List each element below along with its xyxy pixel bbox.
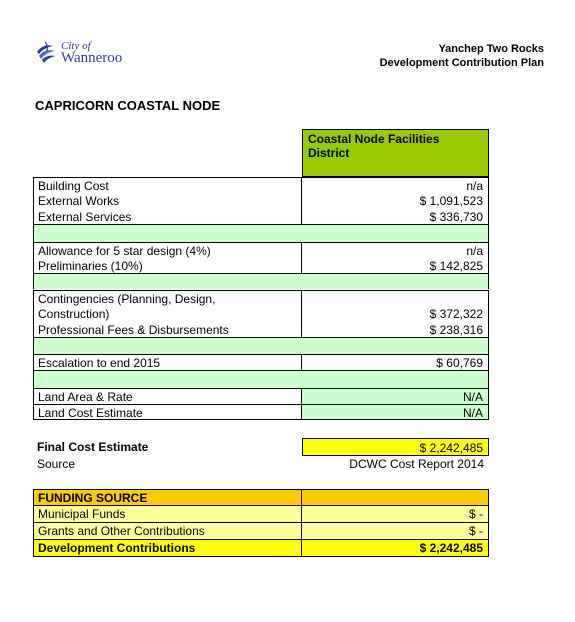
wanneroo-logo-icon	[33, 38, 63, 66]
funding-header-value-cell	[302, 490, 488, 505]
source-value: DCWC Cost Report 2014	[349, 457, 484, 471]
header-line-2: Development Contribution Plan	[379, 57, 544, 69]
row-value: N/A	[302, 405, 488, 419]
row-label: Escalation to end 2015	[34, 355, 302, 370]
table-row	[33, 177, 489, 193]
row-value: $ 60,769	[436, 356, 483, 370]
table-row	[33, 540, 489, 557]
table-row	[33, 523, 489, 540]
funding-header-row	[33, 489, 489, 506]
row-label: Land Area & Rate	[34, 389, 302, 404]
final-cost-label: Final Cost Estimate	[37, 440, 149, 454]
section-title: CAPRICORN COASTAL NODE	[35, 98, 221, 113]
spacer-row	[33, 274, 489, 289]
table-row	[33, 322, 489, 338]
table-row	[33, 354, 489, 371]
row-label: Construction)	[34, 306, 302, 322]
row-label: External Works	[34, 193, 302, 209]
row-label: Professional Fees & Disbursements	[34, 322, 302, 337]
row-label: Contingencies (Planning, Design,	[34, 291, 302, 306]
row-value: n/a	[466, 244, 483, 258]
row-label: Land Cost Estimate	[34, 405, 302, 419]
city-logo	[33, 38, 143, 68]
table-row	[33, 506, 489, 523]
row-value: $ -	[468, 507, 483, 521]
cost-group-4	[33, 354, 489, 388]
table-row	[33, 404, 489, 420]
row-value: n/a	[466, 179, 483, 193]
cost-group-1	[33, 177, 489, 242]
row-value: $ 1,091,523	[419, 194, 483, 208]
row-label: Preliminaries (10%)	[34, 258, 302, 273]
logo-text-small: City of	[61, 40, 91, 52]
row-label: Grants and Other Contributions	[34, 523, 302, 539]
cost-group-3	[33, 290, 489, 354]
row-value: $ 336,730	[429, 210, 483, 224]
row-value: $ 142,825	[429, 259, 483, 273]
document-header	[380, 42, 544, 70]
funding-header: FUNDING SOURCE	[34, 490, 302, 505]
row-value: $ 238,316	[429, 323, 483, 337]
row-value: N/A	[302, 389, 488, 404]
row-value: $ 2,242,485	[419, 541, 483, 555]
table-row	[33, 290, 489, 306]
table-row	[33, 209, 489, 225]
funding-source-table	[33, 489, 489, 557]
table-row	[33, 388, 489, 404]
row-value	[302, 291, 488, 306]
source-row	[33, 456, 489, 473]
final-cost-value: $ 2,242,485	[302, 438, 489, 456]
row-label: Allowance for 5 star design (4%)	[34, 243, 302, 258]
table-row	[33, 306, 489, 322]
final-cost-section	[33, 438, 489, 473]
final-cost-row	[33, 438, 489, 456]
source-label: Source	[37, 457, 76, 471]
row-value: $ 372,322	[429, 307, 483, 321]
row-label: External Services	[34, 209, 302, 224]
spacer-row	[33, 371, 489, 388]
spacer-row	[33, 338, 489, 354]
table-row	[33, 193, 489, 209]
row-label: Building Cost	[34, 178, 302, 193]
row-label: Municipal Funds	[34, 506, 302, 522]
cost-group-2	[33, 242, 489, 289]
row-label: Development Contributions	[34, 540, 302, 556]
table-row	[33, 242, 489, 258]
table-row	[33, 258, 489, 274]
logo-text-large: Wanneroo	[61, 50, 123, 66]
cost-group-5	[33, 388, 489, 420]
header-line-1: Yanchep Two Rocks	[438, 43, 544, 55]
spacer-row	[33, 225, 489, 242]
column-header: Coastal Node Facilities District	[302, 129, 489, 177]
row-value: $ -	[468, 524, 483, 538]
